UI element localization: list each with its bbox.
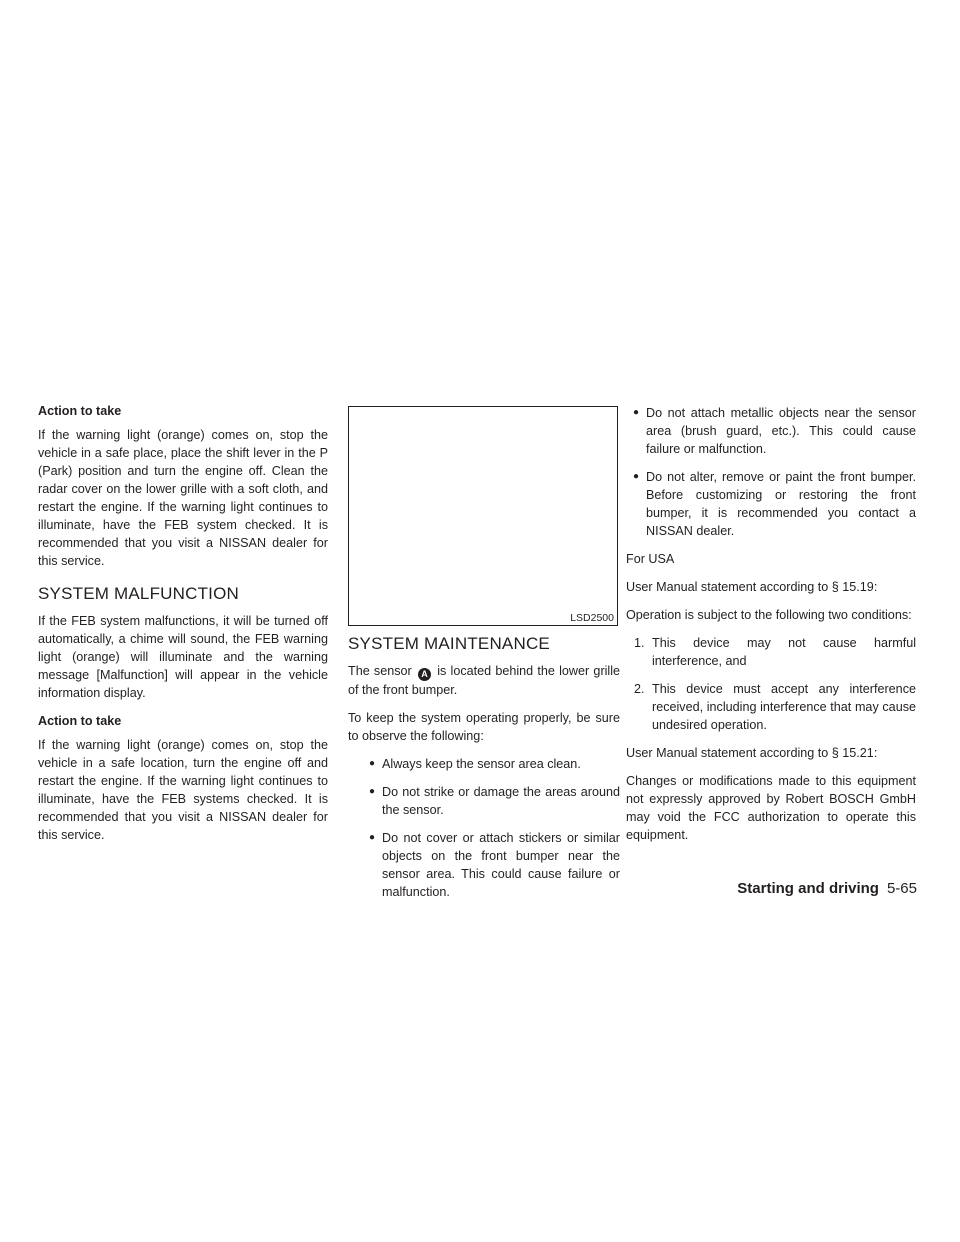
bullet-icon: ● — [368, 832, 376, 843]
section-title: SYSTEM MALFUNCTION — [38, 584, 240, 603]
subheading-action-to-take: Action to take — [38, 404, 122, 418]
paragraph: If the warning light (orange) comes on, stop the vehicle in a safe place, place the shift lever in the P (Park) position and turn the engine off. Clean the radar cover on the lower grille with a soft cloth, and restart the engine. If the warning light continues to illuminate, have the FEB system checked. It is recommended that you visit a NISSAN dealer for this service. — [38, 428, 328, 568]
text: The sensor — [348, 664, 412, 678]
list-item-text: Do not attach metallic objects near the sensor area (brush guard, etc.). This could cause failure or malfunction. — [646, 406, 916, 456]
paragraph: User Manual statement according to § 15.19: — [626, 580, 878, 594]
subheading-action-to-take: Action to take — [38, 714, 122, 728]
right-column — [626, 404, 916, 854]
list-item-text: Do not alter, remove or paint the front bumper. Before customizing or restoring the front bumper, it is recommended you contact a NISSAN dealer. — [646, 470, 916, 538]
footer-section-title: Starting and driving — [737, 880, 879, 897]
numbered-item — [626, 634, 916, 670]
list-item — [348, 783, 620, 819]
page-number: 5-65 — [886, 880, 917, 897]
item-number: 2. — [634, 682, 645, 696]
left-column — [38, 402, 328, 854]
paragraph: If the FEB system malfunctions, it will be turned off automatically, a chime will sound, the FEB warning light (orange) will illuminate and the warning message [Malfunction] will appear in the vehicle information display. — [38, 614, 328, 700]
paragraph — [348, 662, 620, 699]
figure-label: LSD2500 — [570, 612, 614, 624]
bullet-icon: ● — [368, 758, 376, 769]
middle-column — [348, 634, 620, 911]
list-item — [348, 829, 620, 901]
paragraph: If the warning light (orange) comes on, stop the vehicle in a safe location, turn the engine off and restart the engine. If the warning light continues to illuminate, have the FEB systems checked. It is recommended that you visit a NISSAN dealer for this service. — [38, 738, 328, 842]
bullet-icon: ● — [632, 471, 640, 482]
list-item — [348, 755, 620, 773]
item-number: 1. — [634, 636, 645, 650]
text: is located behind the lower grille of the front bumper. — [348, 664, 621, 697]
numbered-item — [626, 680, 916, 734]
list-item-text: Always keep the sensor area clean. — [382, 757, 581, 771]
paragraph: Changes or modifications made to this equipment not expressly approved by Robert BOSCH GmbH may void the FCC authorization to operate this equipment. — [626, 774, 916, 842]
page-footer — [737, 879, 917, 899]
callout-marker-icon: A — [418, 668, 431, 681]
paragraph: For USA — [626, 552, 675, 566]
item-text: This device may not cause harmful interference, and — [652, 636, 916, 668]
bullet-icon: ● — [368, 786, 376, 797]
item-text: This device must accept any interference received, including interference that may cause undesired operation. — [652, 682, 916, 732]
section-title: SYSTEM MAINTENANCE — [348, 634, 550, 653]
list-item-text: Do not strike or damage the areas around the sensor. — [382, 785, 620, 817]
list-item — [626, 404, 916, 458]
sensor-figure — [348, 406, 618, 626]
bullet-icon: ● — [632, 407, 640, 418]
paragraph: Operation is subject to the following two conditions: — [626, 608, 912, 622]
paragraph: User Manual statement according to § 15.21: — [626, 746, 878, 760]
paragraph: To keep the system operating properly, be sure to observe the following: — [348, 711, 620, 743]
list-item — [626, 468, 916, 540]
list-item-text: Do not cover or attach stickers or similar objects on the front bumper near the sensor area. This could cause failure or malfunction. — [382, 831, 620, 899]
